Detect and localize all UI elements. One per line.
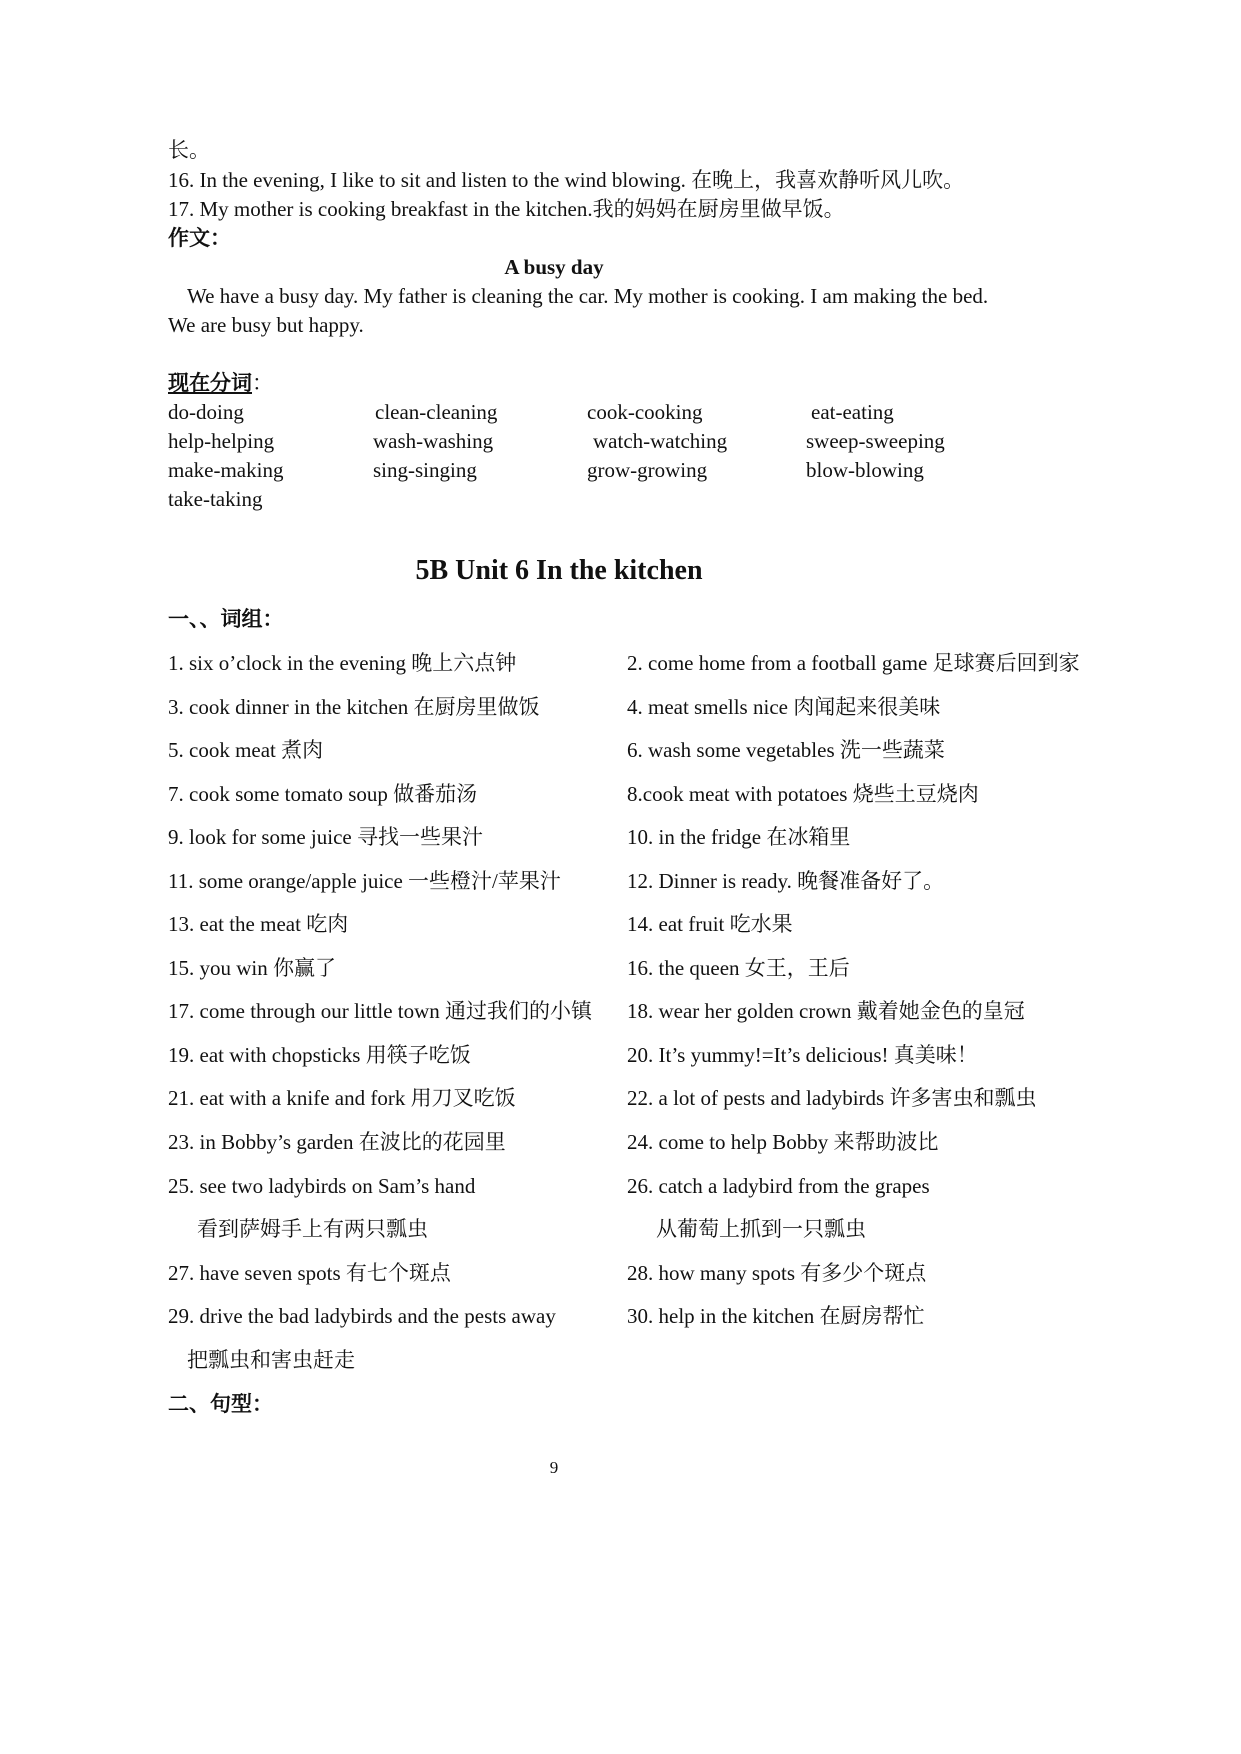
participle-item: clean-cleaning	[375, 400, 498, 424]
phrase-item: 16. the queen 女王，王后	[627, 956, 850, 980]
participle-item: watch-watching	[593, 429, 728, 453]
participle-item: take-taking	[168, 487, 263, 511]
participle-item: help-helping	[168, 429, 275, 453]
phrase-item: 25. see two ladybirds on Sam’s hand	[168, 1174, 476, 1198]
participle-item: wash-washing	[373, 429, 494, 453]
unit-title: 5B Unit 6 In the kitchen	[415, 555, 703, 586]
participle-item: make-making	[168, 458, 284, 482]
phrase-item: 27. have seven spots 有七个斑点	[168, 1261, 451, 1285]
phrase-item: 22. a lot of pests and ladybirds 许多害虫和瓢虫	[627, 1086, 1037, 1110]
phrase-item: 12. Dinner is ready. 晚餐准备好了。	[627, 869, 945, 893]
phrase-item: 20. It’s yummy!=It’s delicious! 真美味！	[627, 1043, 978, 1067]
sentence-17: 17. My mother is cooking breakfast in the kitchen.我的妈妈在厨房里做早饭。	[168, 197, 845, 221]
essay-line-2: We are busy but happy.	[168, 313, 364, 337]
phrase-item: 8.cook meat with potatoes 烧些土豆烧肉	[627, 782, 979, 806]
phrase-item: 29. drive the bad ladybirds and the pests away	[168, 1304, 556, 1328]
phrase-item: 19. eat with chopsticks 用筷子吃饭	[168, 1043, 471, 1067]
phrase-item: 14. eat fruit 吃水果	[627, 912, 793, 936]
participle-item: sing-singing	[373, 458, 477, 482]
participle-item: do-doing	[168, 400, 244, 424]
phrases-heading: 一、、词组：	[168, 607, 284, 631]
phrase-item: 1. six o’clock in the evening 晚上六点钟	[168, 651, 517, 675]
participle-item: sweep-sweeping	[806, 429, 945, 453]
phrase-translation: 看到萨姆手上有两只瓢虫	[197, 1217, 428, 1241]
page-number: 9	[549, 1458, 559, 1477]
participle-item: grow-growing	[587, 458, 708, 482]
essay-line-1: We have a busy day. My father is cleaning the car. My mother is cooking. I am making the bed.	[187, 284, 989, 308]
phrase-item: 18. wear her golden crown 戴着她金色的皇冠	[627, 999, 1025, 1023]
participles-heading	[168, 373, 273, 394]
participles-heading-text: 现在分词	[168, 371, 252, 395]
sentence-16: 16. In the evening, I like to sit and listen to the wind blowing. 在晚上，我喜欢静听风儿吹。	[168, 168, 965, 192]
phrase-item: 13. eat the meat 吃肉	[168, 912, 349, 936]
phrase-item: 30. help in the kitchen 在厨房帮忙	[627, 1304, 925, 1328]
participle-item: eat-eating	[811, 400, 894, 424]
phrase-item: 5. cook meat 煮肉	[168, 738, 324, 762]
essay-title: A busy day	[504, 255, 604, 279]
phrase-item: 10. in the fridge 在冰箱里	[627, 825, 851, 849]
phrase-item: 11. some orange/apple juice 一些橙汁/苹果汁	[168, 869, 561, 893]
carry-over-line: 长。	[168, 138, 210, 162]
phrase-item: 4. meat smells nice 肉闻起来很美味	[627, 695, 941, 719]
phrase-item: 6. wash some vegetables 洗一些蔬菜	[627, 738, 945, 762]
phrase-translation: 从葡萄上抓到一只瓢虫	[656, 1217, 866, 1241]
phrase-item: 24. come to help Bobby 来帮助波比	[627, 1130, 939, 1154]
participle-item: blow-blowing	[806, 458, 924, 482]
phrase-translation: 把瓢虫和害虫赶走	[187, 1348, 355, 1372]
participles-heading-colon: ：	[252, 371, 273, 395]
participle-item: cook-cooking	[587, 400, 703, 424]
sentences-heading: 二、句型：	[168, 1392, 273, 1416]
phrase-item: 26. catch a ladybird from the grapes	[627, 1174, 930, 1198]
phrase-item: 21. eat with a knife and fork 用刀叉吃饭	[168, 1086, 516, 1110]
phrase-item: 15. you win 你赢了	[168, 956, 336, 980]
phrase-item: 3. cook dinner in the kitchen 在厨房里做饭	[168, 695, 540, 719]
composition-heading: 作文：	[168, 226, 231, 250]
phrase-item: 28. how many spots 有多少个斑点	[627, 1261, 927, 1285]
phrase-item: 7. cook some tomato soup 做番茄汤	[168, 782, 478, 806]
phrase-item: 17. come through our little town 通过我们的小镇	[168, 999, 593, 1023]
phrase-item: 9. look for some juice 寻找一些果汁	[168, 825, 483, 849]
phrase-item: 2. come home from a football game 足球赛后回到家	[627, 651, 1080, 675]
phrase-item: 23. in Bobby’s garden 在波比的花园里	[168, 1130, 506, 1154]
